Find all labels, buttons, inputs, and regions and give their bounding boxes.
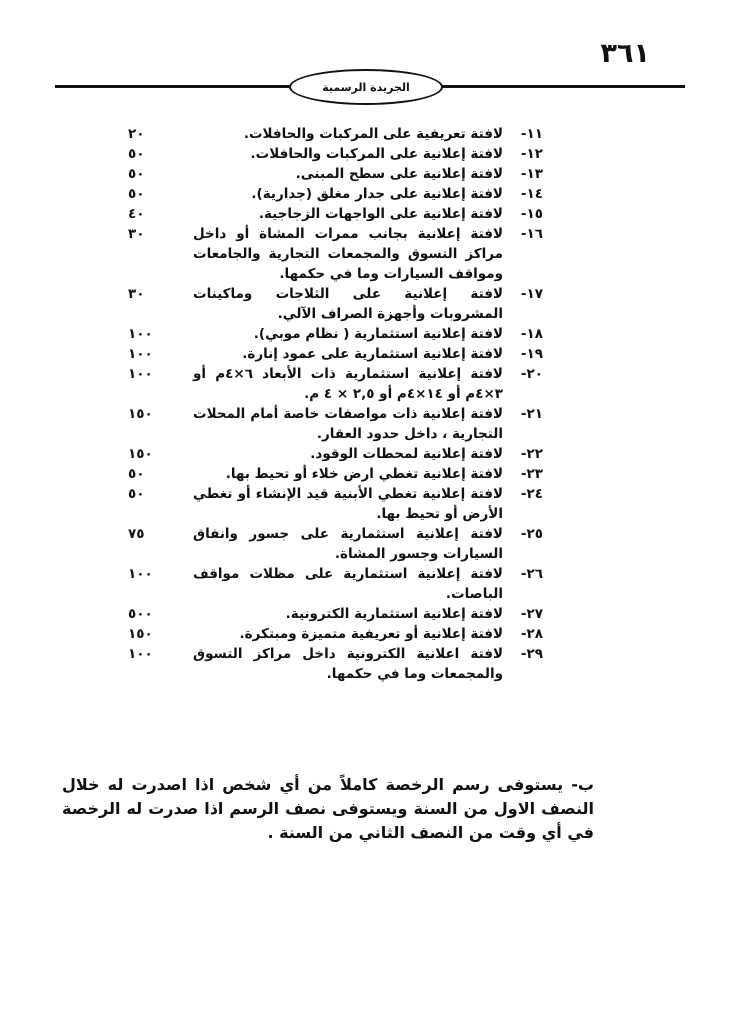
item-description: لافتة إعلانية أو تعريفية متميزة ومبتكرة. — [239, 626, 503, 642]
item-fee: ٥٠٠ — [128, 606, 153, 622]
item-fee: ١٠٠ — [128, 346, 153, 362]
list-item — [118, 484, 543, 524]
item-fee: ١٠٠ — [128, 366, 153, 382]
item-description: لافتة إعلانية على الواجهات الزجاجية. — [258, 206, 503, 222]
item-description: لافتة إعلانية استثمارية ( نظام موبي). — [253, 326, 503, 342]
item-number: ٢٥- — [520, 526, 543, 542]
item-fee: ١٠٠ — [128, 566, 153, 582]
item-number: ٢٨- — [520, 626, 543, 642]
item-description: لافتة إعلانية بجانب ممرات المشاة أو داخل مراكز التسوق والمجمعات التجارية والجامعات ومواقف السيارات وما في حكمها. — [193, 226, 503, 282]
item-description: لافتة إعلانية على الثلاجات وماكينات المشروبات وأجهزة الصراف الآلي. — [193, 286, 503, 322]
item-description: لافتة إعلانية لمحطات الوقود. — [310, 446, 503, 462]
clause-b-paragraph: ب- يستوفى رسم الرخصة كاملاً من أي شخص اذا اصدرت له خلال النصف الاول من السنة ويستوفى نصف الرسم اذا صدرت له الرخصة في أي وقت من النصف الثاني من السنة . — [62, 775, 594, 842]
item-description: لافتة إعلانية استثمارية على مظلات مواقف الباصات. — [193, 566, 503, 602]
list-item — [118, 204, 543, 224]
item-description: لافتة إعلانية استثمارية على عمود إنارة. — [242, 346, 503, 362]
item-number: ٢٦- — [520, 566, 543, 582]
item-fee: ١٥٠ — [128, 406, 153, 422]
item-description: لافتة إعلانية ذات مواصفات خاصة أمام المحلات التجارية ، داخل حدود العقار. — [193, 406, 503, 442]
list-item — [118, 284, 543, 324]
item-number: ١٥- — [520, 206, 543, 222]
item-fee: ٥٠ — [128, 186, 145, 202]
fees-list — [118, 124, 543, 684]
item-number: ١١- — [520, 126, 543, 142]
page-number: ٣٦١ — [600, 38, 650, 69]
item-fee: ٧٥ — [128, 526, 145, 542]
item-fee: ٥٠ — [128, 466, 145, 482]
list-item — [118, 144, 543, 164]
item-description: لافتة إعلانية تغطي الأبنية قيد الإنشاء أو تغطي الأرض أو تحيط بها. — [193, 486, 503, 522]
item-number: ٢١- — [520, 406, 543, 422]
item-fee: ١٥٠ — [128, 626, 153, 642]
item-fee: ٣٠ — [128, 226, 145, 242]
item-fee: ١٥٠ — [128, 446, 153, 462]
item-description: لافتة إعلانية استثمارية الكترونية. — [285, 606, 503, 622]
item-number: ١٧- — [520, 286, 543, 302]
item-number: ١٩- — [520, 346, 543, 362]
item-fee: ١٠٠ — [128, 646, 153, 662]
item-fee: ٥٠ — [128, 146, 145, 162]
item-description: لافتة إعلانية على المركبات والحافلات. — [250, 146, 503, 162]
item-number: ٢٤- — [520, 486, 543, 502]
list-item — [118, 184, 543, 204]
item-description: لافتة اعلانية الكترونية داخل مراكز التسوق والمجمعات وما في حكمها. — [193, 646, 503, 682]
list-item — [118, 444, 543, 464]
list-item — [118, 124, 543, 144]
list-item — [118, 324, 543, 344]
item-fee: ٤٠ — [128, 206, 145, 222]
item-number: ١٨- — [520, 326, 543, 342]
item-number: ٢٣- — [520, 466, 543, 482]
item-number: ١٤- — [520, 186, 543, 202]
item-fee: ٥٠ — [128, 486, 145, 502]
list-item — [118, 564, 543, 604]
item-number: ٢٧- — [520, 606, 543, 622]
list-item — [118, 344, 543, 364]
item-fee: ٢٠ — [128, 126, 145, 142]
item-fee: ٥٠ — [128, 166, 145, 182]
item-number: ١٢- — [520, 146, 543, 162]
item-description: لافتة تعريفية على المركبات والحافلات. — [243, 126, 503, 142]
item-number: ٢٢- — [520, 446, 543, 462]
item-number: ١٦- — [520, 226, 543, 242]
list-item — [118, 604, 543, 624]
item-number: ٢٠- — [520, 366, 543, 382]
item-number: ١٣- — [520, 166, 543, 182]
item-description: لافتة إعلانية استثمارية على جسور وانفاق السيارات وجسور المشاة. — [193, 526, 503, 562]
item-description: لافتة إعلانية تغطي ارض خلاء أو تحيط بها. — [225, 466, 503, 482]
item-number: ٢٩- — [520, 646, 543, 662]
item-fee: ١٠٠ — [128, 326, 153, 342]
list-item — [118, 364, 543, 404]
item-description: لافتة إعلانية على سطح المبنى. — [295, 166, 503, 182]
list-item — [118, 624, 543, 644]
list-item — [118, 524, 543, 564]
list-item — [118, 464, 543, 484]
gazette-title: الجريدة الرسمية — [289, 69, 443, 105]
item-description: لافتة إعلانية على جدار مغلق (جدارية). — [251, 186, 503, 202]
item-fee: ٣٠ — [128, 286, 145, 302]
list-item — [118, 644, 543, 684]
list-item — [118, 164, 543, 184]
list-item — [118, 404, 543, 444]
list-item — [118, 224, 543, 284]
item-description: لافتة إعلانية استثمارية ذات الأبعاد ٦×٤م أو ٣×٤م أو ١٤×٤م أو ٢,٥ × ٤ م. — [193, 366, 503, 402]
